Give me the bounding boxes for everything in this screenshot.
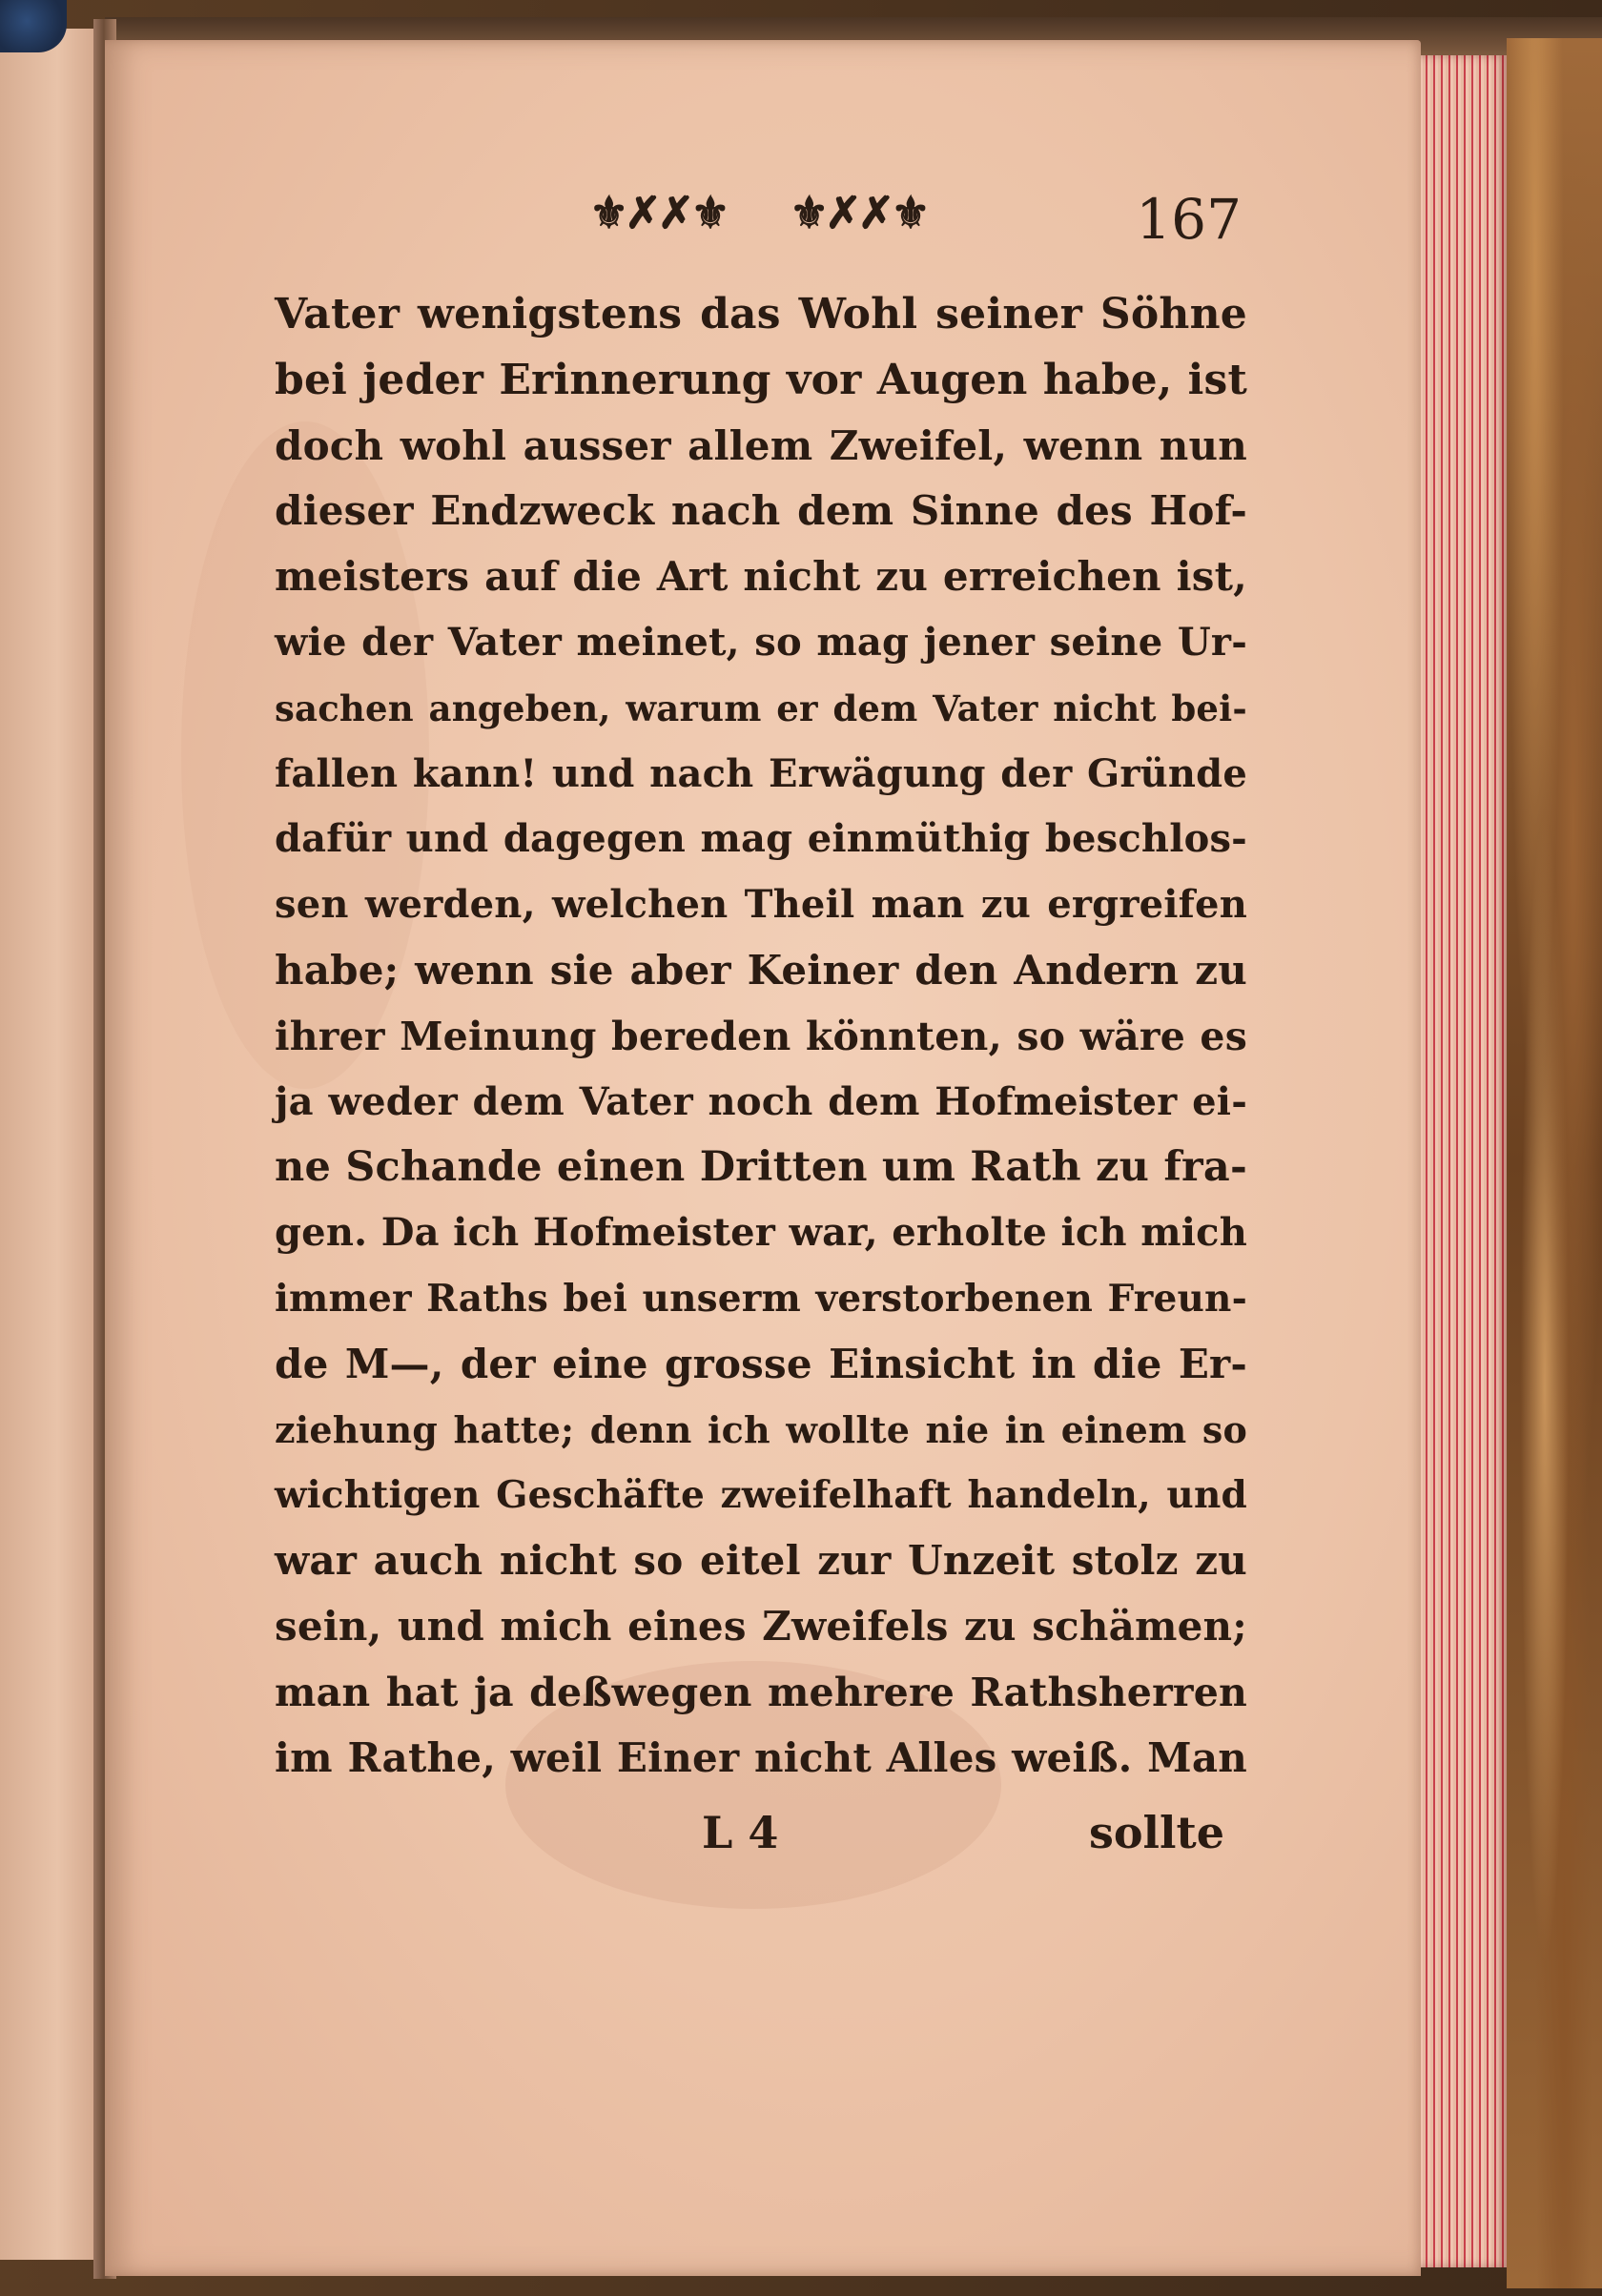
text-line: sachen angeben, warum er dem Vater nicht bei- (275, 687, 1247, 729)
text-line: bei jeder Erinnerung vor Augen habe, ist (275, 355, 1247, 404)
text-line: ne Schande einen Dritten um Rath zu fra- (275, 1143, 1247, 1192)
text-line: im Rathe, weil Einer nicht Alles weiß. Man (275, 1733, 1247, 1781)
text-line: wichtigen Geschäfte zweifelhaft handeln, und (275, 1473, 1247, 1518)
text-line: meisters auf die Art nicht zu erreichen ist, (275, 553, 1247, 601)
catchword: sollte (1088, 1807, 1224, 1858)
text-line: fallen kann! und nach Erwägung der Gründe (275, 750, 1247, 796)
facing-page-edge (0, 29, 105, 2260)
text-line: war auch nicht so eitel zur Unzeit stolz zu (275, 1537, 1247, 1585)
text-line: de M—, der eine grosse Einsicht in die Er- (275, 1340, 1247, 1387)
text-line: dieser Endzweck nach dem Sinne des Hof- (275, 487, 1247, 535)
binding-thread (0, 0, 67, 52)
head-ornament: ⚜✗✗⚜ (589, 187, 727, 238)
red-page-edges (1407, 55, 1507, 2267)
text-line: man hat ja deßwegen mehrere Rathsherren (275, 1669, 1247, 1715)
body-text (275, 282, 1247, 1791)
page-footer (275, 1807, 1247, 1874)
text-line: ihrer Meinung bereden könnten, so wäre es (275, 1013, 1247, 1059)
marbled-cover (1507, 38, 1602, 2288)
text-line: gen. Da ich Hofmeister war, erholte ich mich (275, 1210, 1247, 1256)
text-line: immer Raths bei unserm verstorbenen Freun- (275, 1276, 1247, 1321)
text-line: doch wohl ausser allem Zweifel, wenn nun (275, 421, 1247, 469)
text-line: sen werden, welchen Theil man zu ergreifen (275, 882, 1247, 928)
text-line: ja weder dem Vater noch dem Hofmeister ei- (275, 1078, 1247, 1124)
text-line: wie der Vater meinet, so mag jener seine Ur- (275, 619, 1247, 665)
running-head (275, 187, 1247, 254)
text-line: sein, und mich eines Zweifels zu schämen; (275, 1602, 1247, 1650)
head-ornament: ⚜✗✗⚜ (790, 187, 927, 238)
page-number: 167 (1136, 187, 1242, 252)
text-line: dafür und dagegen mag einmüthig beschlos- (275, 816, 1247, 862)
text-line: Vater wenigstens das Wohl seiner Söhne (275, 290, 1247, 338)
signature-mark: L 4 (702, 1807, 779, 1858)
text-line: habe; wenn sie aber Keiner den Andern zu (275, 946, 1247, 994)
text-line: ziehung hatte; denn ich wollte nie in einem so (275, 1407, 1247, 1451)
